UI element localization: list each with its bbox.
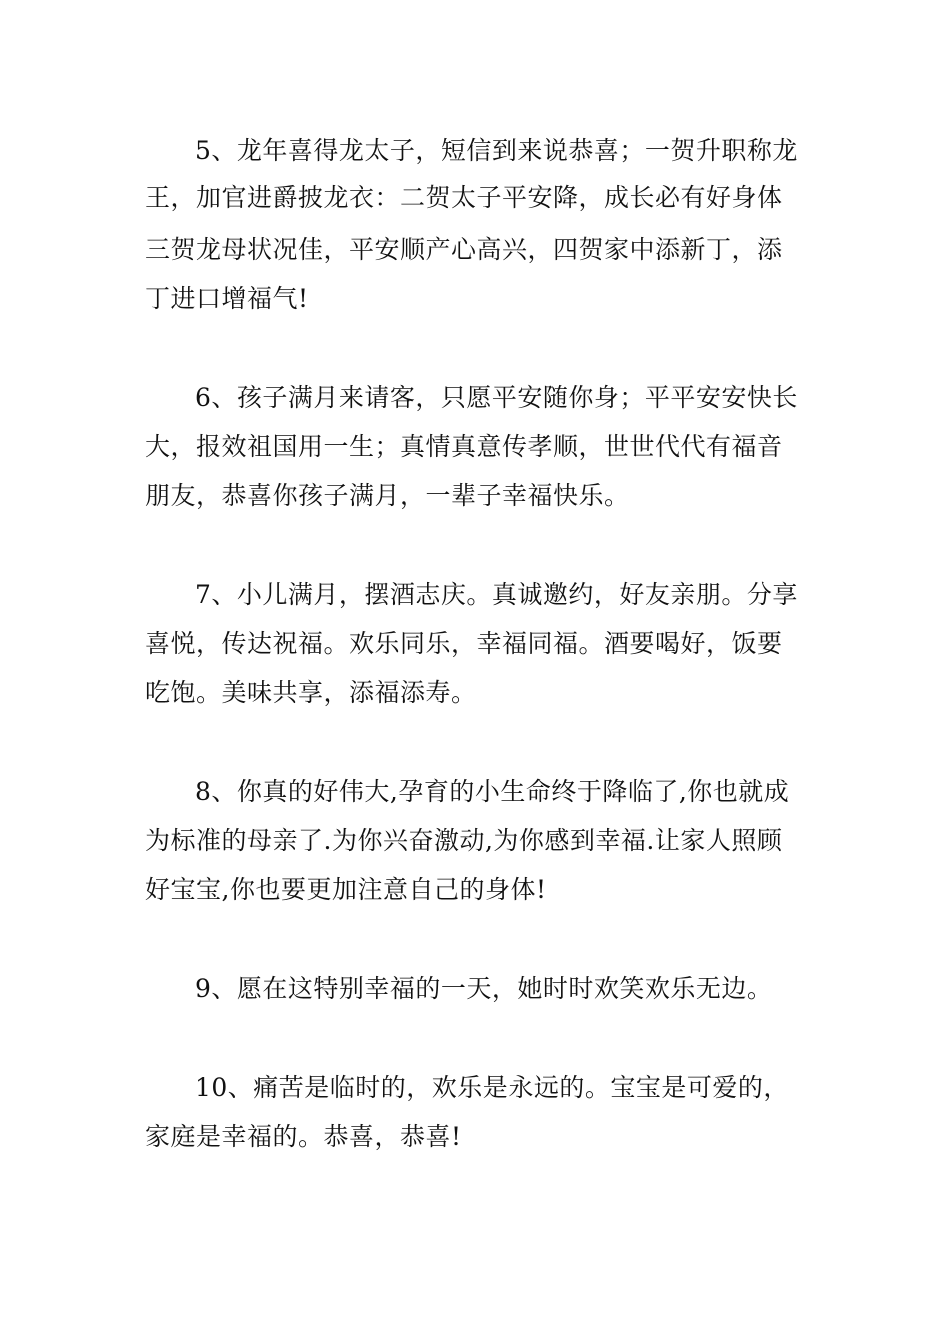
paragraph-6-line-1: 6、孩子满月来请客，只愿平安随你身；平平安安快长: [195, 383, 798, 412]
paragraph-7-line-2: 喜悦，传达祝福。欢乐同乐，幸福同福。酒要喝好，饭要: [145, 629, 783, 658]
paragraph-9-line-1: 9、愿在这特别幸福的一天，她时时欢笑欢乐无边。: [195, 974, 773, 1003]
paragraph-6-line-3: 朋友，恭喜你孩子满月，一辈子幸福快乐。: [145, 481, 630, 510]
paragraph-5-line-4: 丁进口增福气!: [145, 284, 309, 313]
paragraph-5-line-3: 三贺龙母状况佳，平安顺产心高兴，四贺家中添新丁，添: [145, 235, 783, 264]
paragraph-8-line-3: 好宝宝,你也要更加注意自己的身体!: [145, 875, 547, 904]
paragraph-7-line-1: 7、小儿满月，摆酒志庆。真诚邀约，好友亲朋。分享: [195, 580, 798, 609]
paragraph-8-line-1: 8、你真的好伟大,孕育的小生命终于降临了,你也就成: [195, 777, 790, 806]
paragraph-5-line-1: 5、龙年喜得龙太子，短信到来说恭喜；一贺升职称龙: [195, 136, 798, 165]
paragraph-5-line-2: 王，加官进爵披龙衣：二贺太子平安降，成长必有好身体: [145, 183, 783, 212]
paragraph-6-line-2: 大，报效祖国用一生；真情真意传孝顺，世世代代有福音: [145, 432, 783, 461]
paragraph-10-line-1: 10、痛苦是临时的，欢乐是永远的。宝宝是可爱的，: [195, 1073, 789, 1102]
paragraph-10-line-2: 家庭是幸福的。恭喜，恭喜!: [145, 1122, 462, 1151]
paragraph-8-line-2: 为标准的母亲了.为你兴奋激动,为你感到幸福.让家人照顾: [145, 826, 783, 855]
paragraph-7-line-3: 吃饱。美味共享，添福添寿。: [145, 678, 477, 707]
